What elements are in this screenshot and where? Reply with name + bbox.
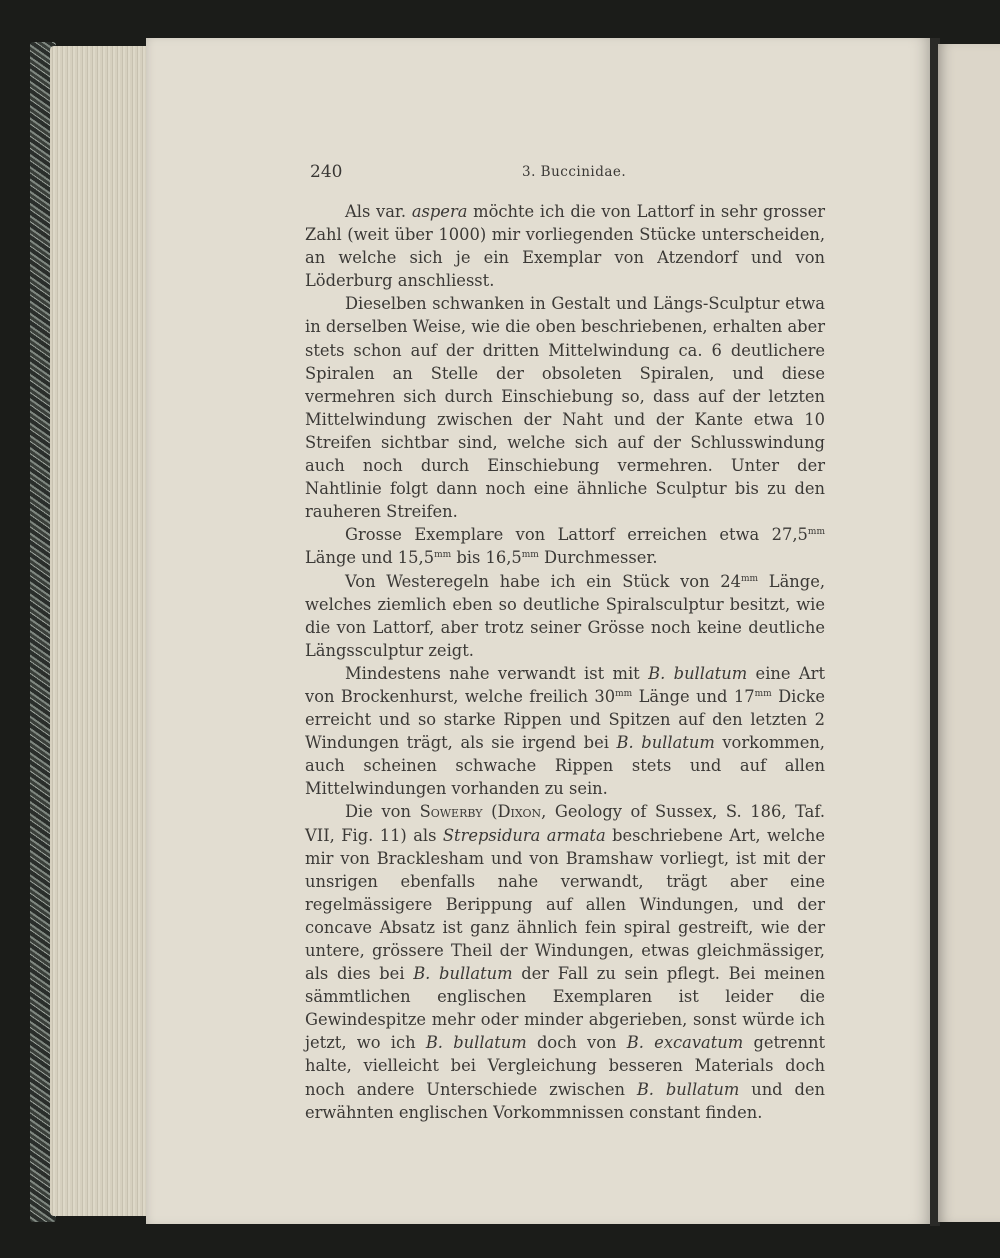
body-text xyxy=(305,200,825,1124)
page-header xyxy=(310,162,824,188)
facing-page xyxy=(938,44,1000,1222)
paragraph-6: Die von Sowerby (Dixon, Geology of Sussex, S. 186, Taf. VII, Fig. 11) als Strepsidura armata beschriebene Art, welche mir von Bracklesham und von Bramshaw vorliegt, ist mit der unsrigen ebenfalls nahe verwandt, trägt aber eine regelmässigere Berippung auf allen Windungen, und der concave Absatz ist ganz ähnlich fein spiral gestreift, wie der untere, grössere Theil der Windungen, etwas gleichmässiger, als dies bei B. bullatum der Fall zu sein pflegt. Bei meinen sämmtlichen englischen Exemplaren ist leider die Gewindespitze mehr oder minder abgerieben, sonst würde ich jetzt, wo ich B. bullatum doch von B. excavatum getrennt halte, vielleicht bei Vergleichung besseren Materials doch noch andere Unterschiede zwischen B. bullatum und den erwähnten englischen Vorkommnissen constant finden. xyxy=(305,802,826,1122)
paragraph-1: Als var. aspera möchte ich die von Lattorf in sehr grosser Zahl (weit über 1000) mir vorliegenden Stücke unterscheiden, an welche sich je ein Exemplar von Atzendorf und von Löderburg anschliesst. xyxy=(305,202,826,291)
paragraph-5: Mindestens nahe verwandt ist mit B. bullatum eine Art von Brockenhurst, welche freilich $30^{mm}$ Länge und $17^{mm}$ Dicke erreicht und so starke Rippen und Spitzen auf den letzten 2 Windungen trägt, als sie irgend bei B. bullatum vorkommen, auch scheinen schwache Rippen stets und auf allen Mittelwindungen vorhanden zu sein. xyxy=(305,663,825,799)
paragraph-3: Grosse Exemplare von Lattorf erreichen etwa $27,5^{mm}$ Länge und $15,5^{mm}$ bis $16,5^{mm}$ Durchmesser. xyxy=(305,525,825,568)
page-number: 240 xyxy=(310,162,343,182)
page-stack-edge xyxy=(50,46,148,1216)
paragraph-4: Von Westeregeln habe ich ein Stück von $24^{mm}$ Länge, welches ziemlich eben so deutliche Spiralsculptur besitzt, wie die von Lattorf, aber trotz seiner Grösse noch keine deutliche Längssculptur zeigt. xyxy=(305,571,826,660)
running-head: 3. Buccinidae. xyxy=(522,164,627,180)
paragraph-2: Dieselben schwanken in Gestalt und Längs-Sculptur etwa in derselben Weise, wie die oben beschriebenen, erhalten aber stets schon auf der dritten Mittelwindung ca. 6 deutlichere Spiralen an Stelle der obsoleten Spiralen, und diese vermehren sich durch Einschiebung so, dass auf der letzten Mittelwindung zwischen der Naht und der Kante etwa 10 Streifen sichtbar sind, welche sich auf der Schlusswindung auch noch durch Einschiebung vermehren. Unter der Nahtlinie folgt dann noch eine ähnliche Sculptur bis zu den rauheren Streifen. xyxy=(305,294,825,522)
